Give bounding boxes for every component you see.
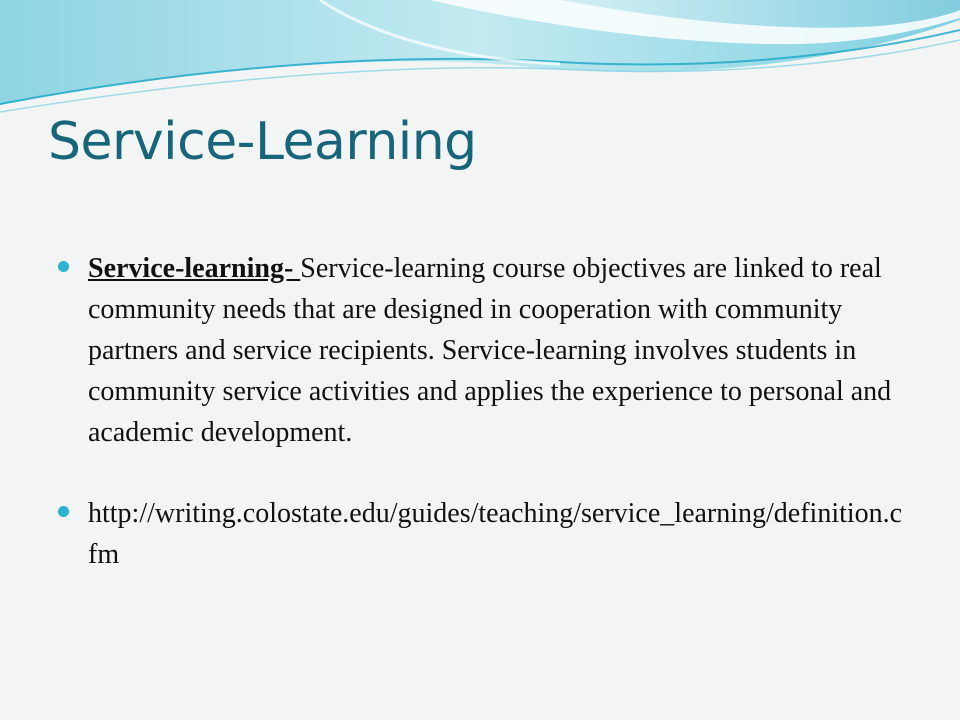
header-wave-decoration	[0, 0, 960, 130]
slide-body	[58, 248, 908, 615]
bullet-dot-icon	[58, 261, 69, 272]
bullet-source-url	[58, 493, 908, 575]
definition-term: Service-learning-	[88, 253, 301, 284]
slide-title: Service-Learning	[48, 112, 477, 172]
bullet-dot-icon	[58, 506, 69, 517]
source-url-link[interactable]: http://writing.colostate.edu/guides/teaching/service_learning/definition.cfm	[88, 498, 903, 570]
bullet-definition	[58, 248, 908, 453]
definition-text: Service-learning course objectives are linked to real community needs that are designed in cooperation with community partners and service recipients. Service-learning involves students in community service activities and applies the experience to personal and academic development.	[88, 253, 892, 448]
